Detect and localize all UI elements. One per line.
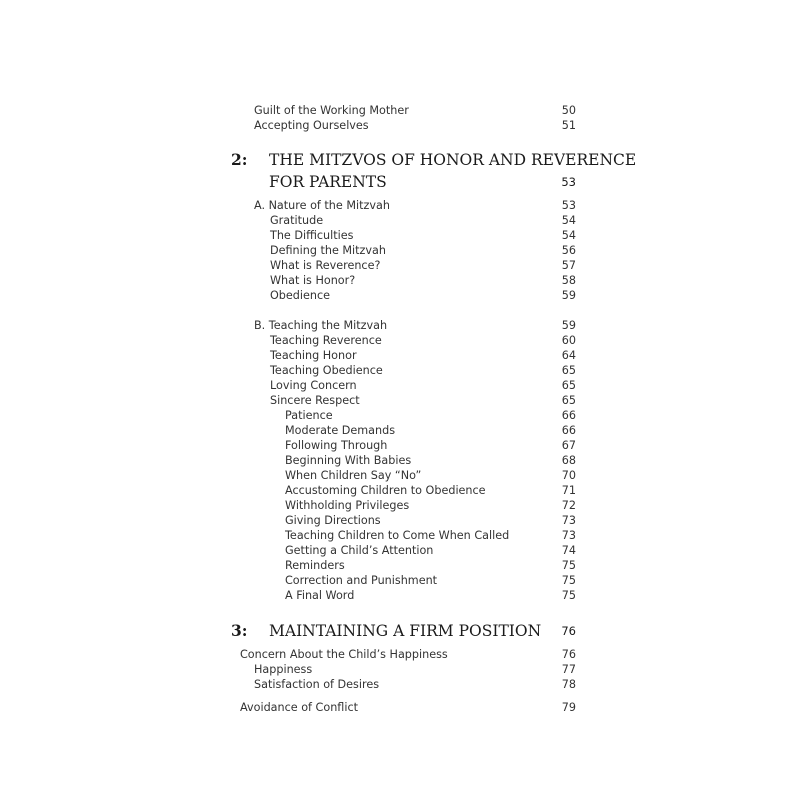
- entry-title: A Final Word: [285, 589, 355, 602]
- entry-page: 77: [561, 663, 576, 676]
- chapter-2-section-a: [0, 198, 800, 303]
- toc-entry: [0, 662, 800, 677]
- entry-page: 50: [561, 104, 576, 117]
- entry-page: 79: [561, 701, 576, 714]
- pre-entries: [0, 103, 800, 133]
- toc-entry: [0, 103, 800, 118]
- entry-page: 72: [561, 499, 576, 512]
- toc-entry: [0, 378, 800, 393]
- entry-page: 66: [561, 409, 576, 422]
- toc-entry: [0, 588, 800, 603]
- entry-page: 64: [561, 349, 576, 362]
- toc-entry: [0, 543, 800, 558]
- entry-page: 51: [561, 119, 576, 132]
- entry-page: 56: [561, 244, 576, 257]
- chapter-3-section-b: [0, 700, 800, 715]
- toc-entry: [0, 700, 800, 715]
- entry-page: 67: [561, 439, 576, 452]
- toc-entry: [0, 438, 800, 453]
- entry-page: 59: [561, 289, 576, 302]
- entry-title: Teaching Reverence: [270, 334, 382, 347]
- entry-title: Beginning With Babies: [285, 454, 412, 467]
- entry-title: Obedience: [270, 289, 331, 302]
- entry-title: Accustoming Children to Obedience: [285, 484, 486, 497]
- chapter-number: 2:: [231, 150, 248, 169]
- chapter-number: 3:: [231, 621, 248, 640]
- entry-page: 75: [561, 559, 576, 572]
- entry-title: What is Reverence?: [270, 259, 381, 272]
- entry-title: Correction and Punishment: [285, 574, 438, 587]
- entry-title: Happiness: [254, 663, 313, 676]
- toc-entry: [0, 348, 800, 363]
- entry-title: Giving Directions: [285, 514, 381, 527]
- toc-entry: [0, 363, 800, 378]
- entry-title: The Difficulties: [270, 229, 354, 242]
- entry-title: Teaching Obedience: [270, 364, 383, 377]
- entry-page: 76: [561, 648, 576, 661]
- chapter-title-line2: FOR PARENTS: [269, 173, 387, 191]
- toc-entry: [0, 423, 800, 438]
- entry-page: 71: [561, 484, 576, 497]
- entry-title: Withholding Privileges: [285, 499, 410, 512]
- entry-page: 65: [561, 394, 576, 407]
- entry-page: 73: [561, 529, 576, 542]
- entry-page: 53: [561, 199, 576, 212]
- entry-title: B. Teaching the Mitzvah: [254, 319, 388, 332]
- toc-entry: [0, 118, 800, 133]
- chapter-title-line1: THE MITZVOS OF HONOR AND REVERENCE: [269, 151, 637, 169]
- chapter-3-section-a: [0, 647, 800, 692]
- entry-page: 75: [561, 589, 576, 602]
- toc-entry: [0, 318, 800, 333]
- toc-entry: [0, 677, 800, 692]
- entry-title: Sincere Respect: [270, 394, 360, 407]
- toc-entry: [0, 288, 800, 303]
- chapter-3-heading: [0, 620, 800, 642]
- entry-page: 66: [561, 424, 576, 437]
- toc-entry: [0, 393, 800, 408]
- entry-title: Getting a Child’s Attention: [285, 544, 434, 557]
- entry-title: Avoidance of Conflict: [240, 701, 358, 714]
- toc-entry: [0, 453, 800, 468]
- entry-title: Following Through: [285, 439, 388, 452]
- entry-page: 78: [561, 678, 576, 691]
- entry-title: Reminders: [285, 559, 345, 572]
- entry-title: Moderate Demands: [285, 424, 396, 437]
- toc-entry: [0, 213, 800, 228]
- entry-page: 65: [561, 379, 576, 392]
- toc-entry: [0, 573, 800, 588]
- entry-page: 73: [561, 514, 576, 527]
- entry-page: 74: [561, 544, 576, 557]
- toc-entry: [0, 528, 800, 543]
- entry-page: 65: [561, 364, 576, 377]
- entry-page: 60: [561, 334, 576, 347]
- entry-page: 54: [561, 214, 576, 227]
- toc-entry: [0, 228, 800, 243]
- toc-entry: [0, 333, 800, 348]
- entry-title: Guilt of the Working Mother: [254, 104, 409, 117]
- entry-page: 68: [561, 454, 576, 467]
- chapter-title: MAINTAINING A FIRM POSITION: [269, 622, 542, 640]
- toc-entry: [0, 483, 800, 498]
- toc-entry: [0, 558, 800, 573]
- entry-title: A. Nature of the Mitzvah: [254, 199, 390, 212]
- chapter-2-heading: [0, 149, 800, 193]
- entry-title: What is Honor?: [270, 274, 356, 287]
- entry-title: Patience: [285, 409, 333, 422]
- entry-title: Loving Concern: [270, 379, 357, 392]
- table-of-contents: [0, 103, 800, 715]
- entry-title: Defining the Mitzvah: [270, 244, 386, 257]
- toc-entry: [0, 513, 800, 528]
- toc-entry: [0, 468, 800, 483]
- entry-title: Teaching Children to Come When Called: [285, 529, 510, 542]
- entry-page: 59: [561, 319, 576, 332]
- toc-entry: [0, 498, 800, 513]
- chapter-page: 76: [561, 624, 576, 638]
- entry-page: 58: [561, 274, 576, 287]
- toc-entry: [0, 273, 800, 288]
- toc-entry: [0, 647, 800, 662]
- entry-title: Concern About the Child’s Happiness: [240, 648, 448, 661]
- entry-title: Accepting Ourselves: [254, 119, 369, 132]
- toc-entry: [0, 198, 800, 213]
- entry-title: Gratitude: [270, 214, 324, 227]
- toc-entry: [0, 258, 800, 273]
- entry-title: Teaching Honor: [270, 349, 357, 362]
- toc-entry: [0, 243, 800, 258]
- entry-title: When Children Say “No”: [285, 469, 422, 482]
- entry-page: 54: [561, 229, 576, 242]
- chapter-page: 53: [561, 175, 576, 189]
- toc-entry: [0, 408, 800, 423]
- chapter-2-section-b: [0, 318, 800, 603]
- entry-page: 70: [561, 469, 576, 482]
- entry-page: 75: [561, 574, 576, 587]
- entry-title: Satisfaction of Desires: [254, 678, 380, 691]
- entry-page: 57: [561, 259, 576, 272]
